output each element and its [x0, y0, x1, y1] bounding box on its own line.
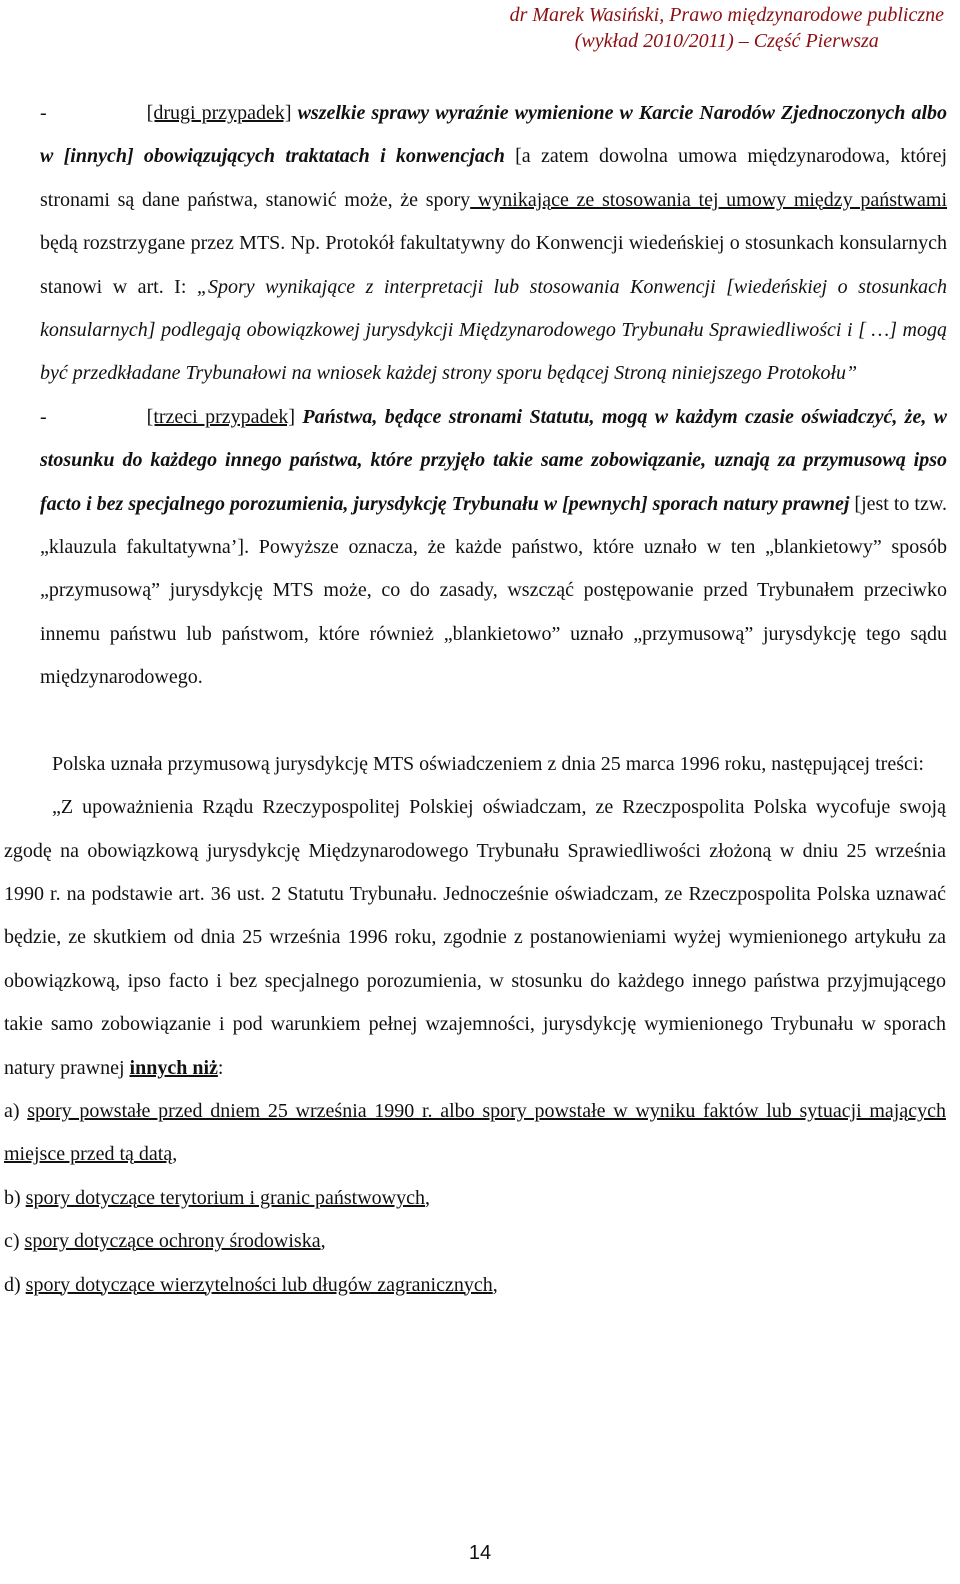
exception-item-c — [0, 1220, 960, 1263]
exception-item-b — [0, 1177, 960, 1220]
case-third-label: [trzeci przypadek] — [146, 405, 296, 428]
case-second-quote: „Spory wynikające z interpretacji lub stosowania Konwencji [wiedeńskiej o stosunkach konsularnych] podlegają obowiązkowej jurysdykcji Międzynarodowego Trybunału Sprawiedliwości i [ …] mogą być przedkładane Trybunałowi na wniosek każdej strony sporu będącej Stroną niniejszego Protokołu” — [40, 275, 948, 385]
case-third-text: [jest to tzw. „klauzula fakultatywna’]. Powyższe oznacza, że każde państwo, które uznało w ten „blankietowy” sposób „przymusową” jurysdykcję MTS może, co do zasady, wszcząć postępowanie przed Trybunałem przeciwko innemu państwu lub państwom, które również „blankietowo” uznało „przymusową” jurysdykcję tego sądu międzynarodowego. — [40, 492, 947, 689]
item-suffix: , — [172, 1143, 178, 1166]
header-author-title: dr Marek Wasiński, Prawo międzynarodowe publiczne — [509, 4, 944, 26]
exception-item-d — [0, 1264, 960, 1307]
item-suffix: , — [320, 1230, 326, 1253]
case-third-lead: Państwa, będące stronami Statutu, mogą w każdym czasie oświadczyć, że, w stosunku do każdego innego państwa, które przyjęło takie same zobowiązanie, uznają za przymusową ipso facto i bez specjalnego porozumienia, jurysdykcję Trybunału w [pewnych] sporach natury prawnej — [40, 405, 948, 515]
item-text: spory dotyczące wierzytelności lub długów zagranicznych — [25, 1273, 493, 1296]
poland-intro: Polska uznała przymusową jurysdykcję MTS oświadczeniem z dnia 25 marca 1996 roku, następującej treści: — [52, 752, 924, 775]
item-text: spory dotyczące terytorium i granic państwowych — [25, 1186, 425, 1209]
case-second-label: [drugi przypadek] — [146, 102, 292, 124]
poland-declaration-text: „Z upoważnienia Rządu Rzeczypospolitej Polskiej oświadczam, ze Rzeczpospolita Polska wycofuje swoją zgodę na obowiązkową jurysdykcję Międzynarodowego Trybunału Sprawiedliwości złożoną w dniu 25 września 1990 r. na podstawie art. 36 ust. 2 Statutu Trybunału. Jednocześnie oświadczam, ze Rzeczpospolita Polska uznawać będzie, ze skutkiem od dnia 25 września 1996 roku, zgodnie z postanowieniami wyżej wymienionego artykułu za obowiązkową, ipso facto i bez specjalnego porozumienia, w stosunku do każdego innego państwa przyjmującego takie samo zobowiązanie i pod warunkiem pełnej wzajemności, jurysdykcję wymienionego Trybunału w sporach natury prawnej — [4, 796, 946, 1079]
item-text: spory powstałe przed dniem 25 września 1990 r. albo spory powstałe w wyniku faktów lub sytuacji mających miejsce przed tą datą — [4, 1099, 946, 1166]
case-second-lead: wszelkie sprawy wyraźnie wymienione w Karcie Narodów Zjednoczonych albo w [innych] obowiązujących traktatach i konwencjach — [40, 102, 948, 168]
item-prefix: a) — [4, 1099, 28, 1122]
item-prefix: b) — [4, 1186, 26, 1209]
case-third-dash: - — [40, 405, 47, 428]
poland-emphasis: innych niż — [129, 1056, 218, 1079]
case-third-paragraph — [0, 396, 960, 700]
case-second-dash: - — [40, 102, 47, 124]
item-text: spory dotyczące ochrony środowiska — [24, 1230, 321, 1253]
poland-declaration — [0, 786, 960, 1090]
case-list — [0, 92, 960, 700]
page-header — [510, 2, 944, 54]
poland-colon: : — [217, 1056, 224, 1079]
case-second-paragraph — [0, 92, 960, 396]
item-prefix: d) — [4, 1273, 26, 1296]
page-number: 14 — [468, 1542, 492, 1564]
document-body — [0, 92, 960, 1307]
poland-section — [0, 743, 960, 1307]
case-second-underlined: wynikające ze stosowania tej umowy między państwami — [470, 188, 948, 211]
item-prefix: c) — [4, 1230, 25, 1253]
item-suffix: , — [425, 1186, 430, 1209]
item-suffix: , — [492, 1273, 498, 1296]
exception-item-a — [0, 1090, 960, 1177]
case-second-text: [a zatem dowolna umowa międzynarodowa, której stronami są dane państwa, stanowić może, że spory — [40, 145, 947, 211]
case-second-text-cont: będą rozstrzygane przez MTS. Np. Protokół fakultatywny do Konwencji wiedeńskiej o stosunkach konsularnych stanowi w art. I: — [40, 232, 947, 298]
header-course-info: (wykład 2010/2011) – Część Pierwsza — [574, 30, 879, 52]
